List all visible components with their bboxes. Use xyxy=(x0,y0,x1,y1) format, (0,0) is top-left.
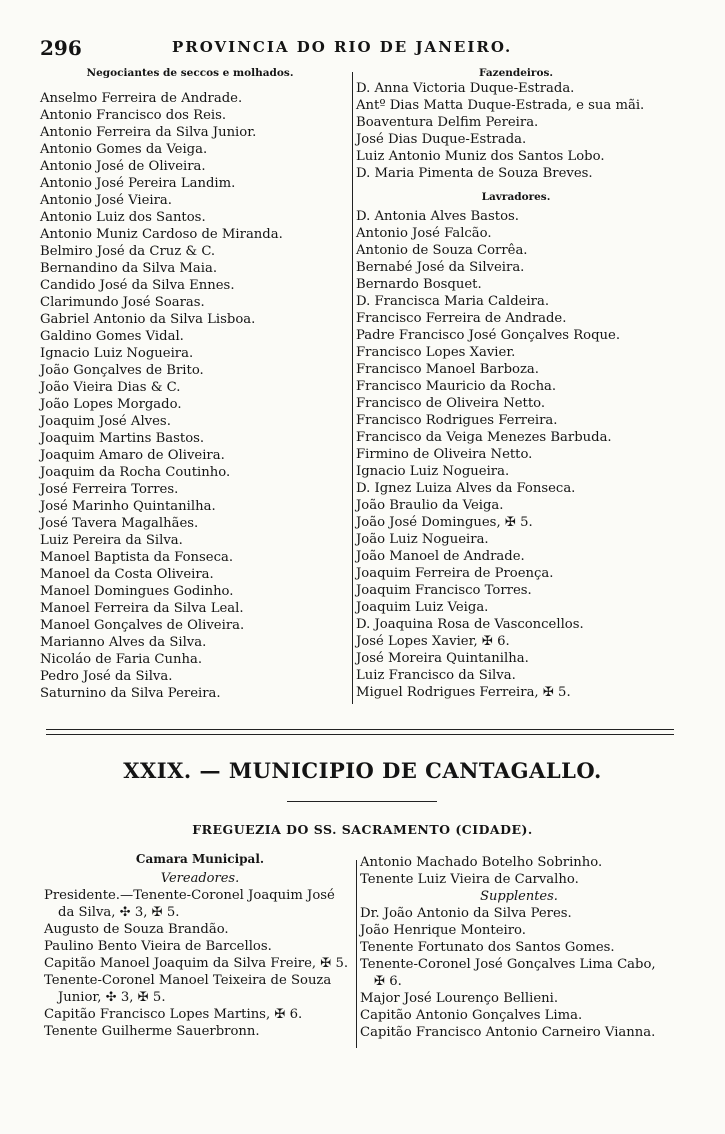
landowners-column xyxy=(356,66,676,701)
list-item: Belmiro José da Cruz & C. xyxy=(40,244,216,259)
list-item: Capitão Francisco Antonio Carneiro Vianna. xyxy=(360,1025,656,1040)
list-item: D. Joaquina Rosa de Vasconcellos. xyxy=(356,617,584,632)
list-item: Paulino Bento Vieira de Barcellos. xyxy=(44,939,272,954)
merchants-column xyxy=(40,66,340,702)
double-rule-bottom xyxy=(46,734,674,735)
list-item: Joaquim Ferreira de Proença. xyxy=(356,566,554,581)
list-item: Francisco Manoel Barboza. xyxy=(356,362,539,377)
merchants-heading: Negociantes de seccos e molhados. xyxy=(86,67,294,79)
list-item: João Henrique Monteiro. xyxy=(360,923,526,938)
page-number: 296 xyxy=(40,36,82,60)
list-item: Ignacio Luiz Nogueira. xyxy=(356,464,510,479)
list-item: Francisco Lopes Xavier. xyxy=(356,345,516,360)
list-item: Junior, ✣ 3, ✠ 5. xyxy=(58,990,166,1005)
list-item: José Moreira Quintanilha. xyxy=(356,651,529,666)
list-item: Major José Lourenço Bellieni. xyxy=(360,991,559,1006)
list-item: Joaquim da Rocha Coutinho. xyxy=(40,465,231,480)
list-item: Candido José da Silva Ennes. xyxy=(40,278,235,293)
list-item: Capitão Antonio Gonçalves Lima. xyxy=(360,1008,583,1023)
vereadores-subheading: Vereadores. xyxy=(160,871,240,886)
list-item: Joaquim José Alves. xyxy=(40,414,171,429)
list-item: Clarimundo José Soaras. xyxy=(40,295,205,310)
list-item: Manoel Gonçalves de Oliveira. xyxy=(40,618,245,633)
list-item: Tenente-Coronel Manoel Teixeira de Souza xyxy=(44,973,332,988)
list-item: D. Antonia Alves Bastos. xyxy=(356,209,519,224)
list-item: Tenente Luiz Vieira de Carvalho. xyxy=(360,872,579,887)
list-item: Anselmo Ferreira de Andrade. xyxy=(40,91,243,106)
list-item: Antonio Ferreira da Silva Junior. xyxy=(40,125,257,140)
list-item: Manoel Ferreira da Silva Leal. xyxy=(40,601,244,616)
page-header xyxy=(40,36,670,60)
chapter-title: XXIX. — MUNICIPIO DE CANTAGALLO. xyxy=(123,758,602,783)
list-item: Francisco da Veiga Menezes Barbuda. xyxy=(356,430,612,445)
list-item: Antonio José Pereira Landim. xyxy=(40,176,236,191)
list-item: ✠ 6. xyxy=(374,974,402,989)
list-item: Joaquim Francisco Torres. xyxy=(356,583,532,598)
list-item: Augusto de Souza Brandão. xyxy=(44,922,229,937)
council-list xyxy=(44,887,356,1040)
list-item: Francisco Mauricio da Rocha. xyxy=(356,379,557,394)
list-item: Boaventura Delfim Pereira. xyxy=(356,115,539,130)
council-list-continued xyxy=(360,854,678,888)
list-item: Presidente.—Tenente-Coronel Joaquim José xyxy=(44,888,335,903)
list-item: D. Anna Victoria Duque-Estrada. xyxy=(356,81,575,96)
list-item: Joaquim Martins Bastos. xyxy=(40,431,205,446)
list-item: Bernandino da Silva Maia. xyxy=(40,261,218,276)
list-item: Saturnino da Silva Pereira. xyxy=(40,686,221,701)
list-item: Firmino de Oliveira Netto. xyxy=(356,447,533,462)
list-item: Francisco de Oliveira Netto. xyxy=(356,396,546,411)
list-item: Bernardo Bosquet. xyxy=(356,277,482,292)
column-divider-bottom xyxy=(356,860,357,1048)
list-item: D. Maria Pimenta de Souza Breves. xyxy=(356,166,593,181)
list-item: José Lopes Xavier, ✠ 6. xyxy=(356,634,510,649)
list-item: Joaquim Luiz Veiga. xyxy=(356,600,489,615)
list-item: Capitão Francisco Lopes Martins, ✠ 6. xyxy=(44,1007,303,1022)
council-column xyxy=(44,852,356,1040)
list-item: Antonio Gomes da Veiga. xyxy=(40,142,208,157)
lavradores-list xyxy=(356,208,676,701)
list-item: José Dias Duque-Estrada. xyxy=(356,132,527,147)
list-item: Antonio José de Oliveira. xyxy=(40,159,206,174)
supplentes-subheading: Supplentes. xyxy=(480,889,558,904)
chapter-underline xyxy=(287,801,437,802)
merchants-list xyxy=(40,90,340,702)
list-item: João Lopes Morgado. xyxy=(40,397,182,412)
list-item: Pedro José da Silva. xyxy=(40,669,173,684)
list-item: João Vieira Dias & C. xyxy=(40,380,181,395)
council-heading: Camara Municipal. xyxy=(135,852,265,866)
list-item: João Manoel de Andrade. xyxy=(356,549,525,564)
council-column-right xyxy=(360,854,678,1041)
list-item: Nicoláo de Faria Cunha. xyxy=(40,652,203,667)
list-item: Antonio de Souza Corrêa. xyxy=(356,243,528,258)
list-item: João Braulio da Veiga. xyxy=(356,498,504,513)
list-item: Antonio José Falcão. xyxy=(356,226,492,241)
list-item: Manoel Domingues Godinho. xyxy=(40,584,234,599)
list-item: João José Domingues, ✠ 5. xyxy=(356,515,533,530)
double-rule-top xyxy=(46,729,674,730)
lavradores-heading: Lavradores. xyxy=(481,191,551,203)
list-item: Padre Francisco José Gonçalves Roque. xyxy=(356,328,621,343)
list-item: Dr. João Antonio da Silva Peres. xyxy=(360,906,572,921)
list-item: Marianno Alves da Silva. xyxy=(40,635,207,650)
list-item: Antº Dias Matta Duque-Estrada, e sua mãi. xyxy=(356,98,645,113)
list-item: D. Ignez Luiza Alves da Fonseca. xyxy=(356,481,576,496)
list-item: Tenente-Coronel José Gonçalves Lima Cabo, xyxy=(360,957,656,972)
supplentes-list xyxy=(360,905,678,1041)
list-item: D. Francisca Maria Caldeira. xyxy=(356,294,550,309)
list-item: Bernabé José da Silveira. xyxy=(356,260,525,275)
list-item: Francisco Rodrigues Ferreira. xyxy=(356,413,558,428)
list-item: Luiz Francisco da Silva. xyxy=(356,668,516,683)
list-item: José Ferreira Torres. xyxy=(40,482,179,497)
list-item: Luiz Antonio Muniz dos Santos Lobo. xyxy=(356,149,605,164)
list-item: Gabriel Antonio da Silva Lisboa. xyxy=(40,312,256,327)
list-item: Antonio Machado Botelho Sobrinho. xyxy=(360,855,603,870)
list-item: Galdino Gomes Vidal. xyxy=(40,329,184,344)
list-item: João Luiz Nogueira. xyxy=(356,532,489,547)
list-item: da Silva, ✣ 3, ✠ 5. xyxy=(58,905,180,920)
list-item: João Gonçalves de Brito. xyxy=(40,363,204,378)
list-item: Antonio Muniz Cardoso de Miranda. xyxy=(40,227,283,242)
parish-title: FREGUEZIA DO SS. SACRAMENTO (CIDADE). xyxy=(192,822,533,837)
list-item: Manoel da Costa Oliveira. xyxy=(40,567,214,582)
list-item: Antonio Luiz dos Santos. xyxy=(40,210,206,225)
list-item: Tenente Guilherme Sauerbronn. xyxy=(44,1024,260,1039)
list-item: Antonio José Vieira. xyxy=(40,193,172,208)
fazendeiros-list xyxy=(356,80,676,182)
list-item: Manoel Baptista da Fonseca. xyxy=(40,550,234,565)
list-item: José Tavera Magalhães. xyxy=(40,516,199,531)
list-item: Antonio Francisco dos Reis. xyxy=(40,108,227,123)
column-divider-top xyxy=(352,72,353,704)
list-item: Joaquim Amaro de Oliveira. xyxy=(40,448,225,463)
list-item: Luiz Pereira da Silva. xyxy=(40,533,183,548)
fazendeiros-heading: Fazendeiros. xyxy=(478,67,554,79)
list-item: Francisco Ferreira de Andrade. xyxy=(356,311,567,326)
list-item: José Marinho Quintanilha. xyxy=(40,499,216,514)
list-item: Miguel Rodrigues Ferreira, ✠ 5. xyxy=(356,685,571,700)
list-item: Capitão Manoel Joaquim da Silva Freire, ✠ 5. xyxy=(44,956,349,971)
running-head: PROVINCIA DO RIO DE JANEIRO. xyxy=(172,38,513,56)
list-item: Tenente Fortunato dos Santos Gomes. xyxy=(360,940,615,955)
list-item: Ignacio Luiz Nogueira. xyxy=(40,346,194,361)
